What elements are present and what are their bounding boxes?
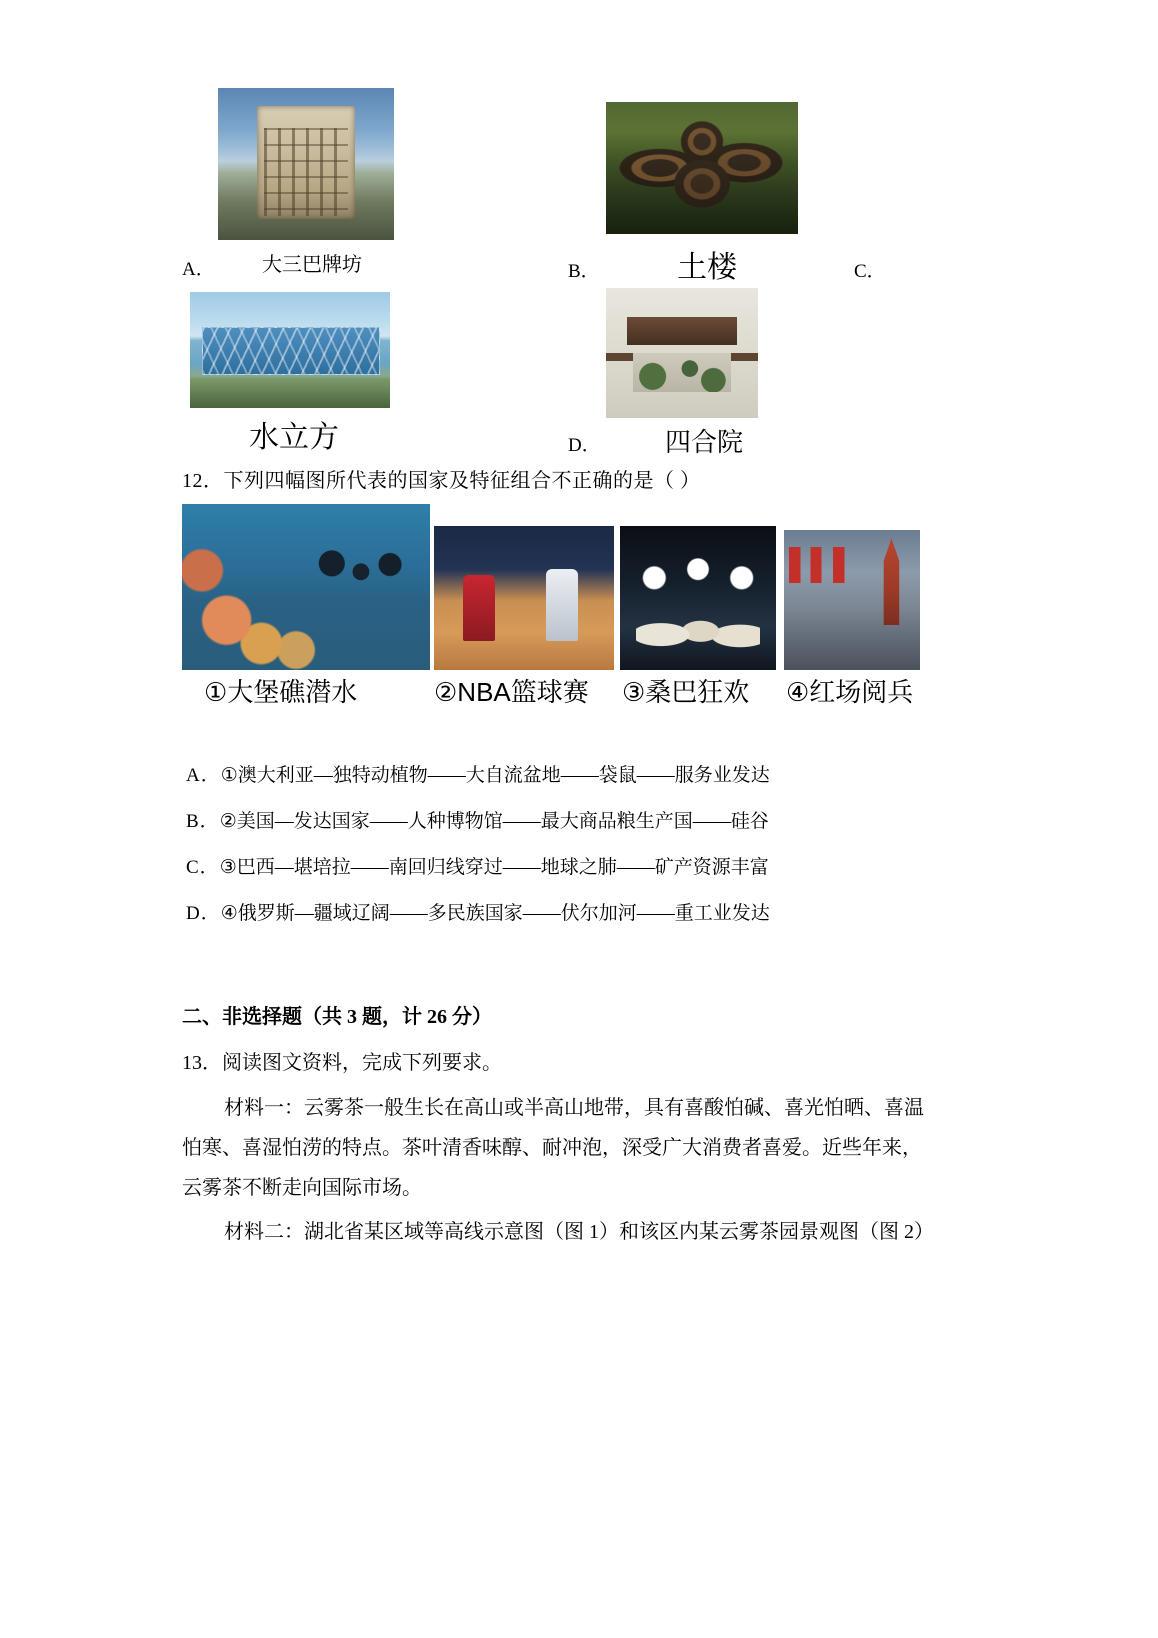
samba-carnival-photo bbox=[620, 526, 776, 670]
question12-stem: 12．下列四幅图所代表的国家及特征组合不正确的是（ ） bbox=[182, 470, 701, 492]
question12-images bbox=[182, 498, 922, 728]
question11-options-row2 bbox=[182, 288, 982, 458]
option-c-image bbox=[190, 292, 390, 408]
option-a-caption: 大三巴牌坊 bbox=[262, 254, 362, 276]
q12-caption-3: ③桑巴狂欢 bbox=[622, 677, 750, 707]
choice-b-text: ②美国—发达国家——人种博物馆——最大商品粮生产国——硅谷 bbox=[219, 811, 769, 832]
q12-image-3 bbox=[620, 526, 776, 670]
choice-d-text: ④俄罗斯—疆域辽阔——多民族国家——伏尔加河——重工业发达 bbox=[220, 903, 770, 924]
q12-image-2 bbox=[434, 526, 614, 670]
q12-caption-2: ②NBA篮球赛 bbox=[434, 677, 589, 707]
option-c-letter: C． bbox=[854, 261, 886, 282]
water-cube-photo bbox=[190, 292, 390, 408]
choice-b-letter: B． bbox=[186, 811, 220, 832]
question12-choice-a[interactable] bbox=[186, 760, 770, 787]
material1-line3: 云雾茶不断走向国际市场。 bbox=[182, 1177, 422, 1199]
great-barrier-reef-diving-photo bbox=[182, 504, 430, 670]
red-square-parade-photo bbox=[784, 530, 920, 670]
option-d-letter: D． bbox=[568, 435, 601, 456]
choice-c-letter: C． bbox=[186, 857, 220, 878]
q12-image-1 bbox=[182, 504, 430, 670]
option-c-caption: 水立方 bbox=[249, 421, 339, 454]
choice-a-text: ①澳大利亚—独特动植物——大自流盆地——袋鼠——服务业发达 bbox=[220, 765, 770, 786]
section2-heading: 二、非选择题（共 3 题，计 26 分） bbox=[182, 1006, 492, 1028]
option-b-image bbox=[606, 102, 798, 234]
option-a-image bbox=[218, 88, 394, 240]
question12-choice-b[interactable] bbox=[186, 806, 769, 833]
question13-stem: 13．阅读图文资料，完成下列要求。 bbox=[182, 1052, 502, 1074]
tulou-aerial-photo bbox=[606, 102, 798, 234]
choice-c-text: ③巴西—堪培拉——南回归线穿过——地球之肺——矿产资源丰富 bbox=[219, 857, 769, 878]
siheyuan-courtyard-photo bbox=[606, 288, 758, 418]
option-b-caption: 土楼 bbox=[677, 251, 737, 284]
material2-line1: 材料二：湖北省某区域等高线示意图（图 1）和该区内某云雾茶园景观图（图 2） bbox=[224, 1221, 934, 1243]
choice-d-letter: D． bbox=[186, 903, 221, 924]
question11-options bbox=[182, 80, 982, 284]
material1-line2: 怕寒、喜湿怕涝的特点。茶叶清香味醇、耐冲泡，深受广大消费者喜爱。近些年来， bbox=[182, 1137, 922, 1159]
material1-line1: 材料一：云雾茶一般生长在高山或半高山地带，具有喜酸怕碱、喜光怕晒、喜温 bbox=[224, 1097, 924, 1119]
option-d-caption: 四合院 bbox=[664, 427, 743, 457]
question12-choice-c[interactable] bbox=[186, 852, 769, 879]
nba-basketball-photo bbox=[434, 526, 614, 670]
option-d-image bbox=[606, 288, 758, 418]
q12-caption-1: ①大堡礁潜水 bbox=[204, 677, 358, 707]
choice-a-letter: A． bbox=[186, 765, 221, 786]
question12-choice-d[interactable] bbox=[186, 898, 770, 925]
church-ruins-photo bbox=[218, 88, 394, 240]
option-a-letter: A． bbox=[182, 259, 215, 280]
q12-caption-4: ④红场阅兵 bbox=[786, 677, 914, 707]
q12-image-4 bbox=[784, 530, 920, 670]
option-b-letter: B． bbox=[568, 261, 600, 282]
